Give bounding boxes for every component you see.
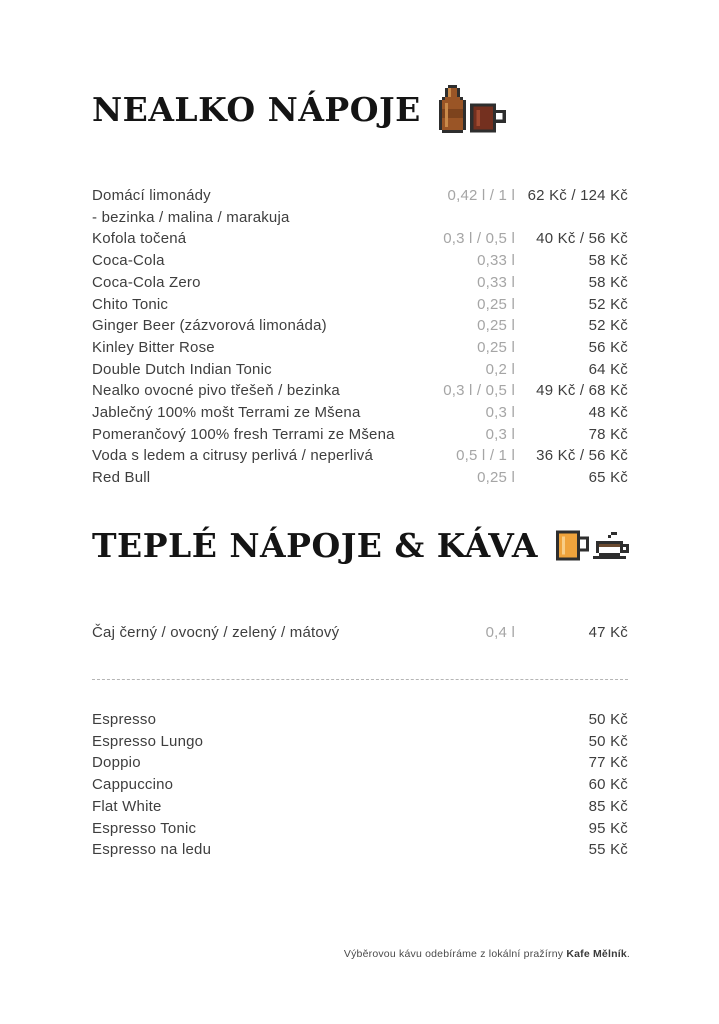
menu-item-row — [92, 228, 628, 250]
item-price: 50 Kč — [588, 732, 628, 750]
item-name — [92, 228, 415, 250]
section-nealko-title-text: NEALKO NÁPOJE — [92, 89, 421, 129]
item-name-text: Kofola točená — [92, 230, 187, 248]
item-name — [92, 402, 415, 424]
item-name-text: Coca-Cola — [92, 252, 165, 270]
menu-item-row — [92, 622, 628, 644]
item-name — [92, 445, 415, 467]
item-price: 95 Kč — [588, 819, 628, 837]
item-price: 58 Kč — [588, 273, 628, 291]
footer-text: Výběrovou kávu odebíráme z lokální pražírny — [343, 948, 564, 960]
espresso-cup-icon — [593, 532, 632, 562]
item-name — [92, 709, 515, 731]
item-name-text: Doppio — [92, 754, 141, 772]
item-name — [92, 839, 515, 861]
menu-item-row — [92, 467, 628, 489]
item-price: 58 Kč — [588, 252, 628, 270]
item-volume: 0,2 l — [485, 360, 515, 378]
menu-item-row — [92, 272, 628, 294]
item-name-text: Coca-Cola Zero — [92, 273, 201, 291]
menu-item-row — [92, 250, 628, 272]
tea-menu-list — [92, 622, 628, 644]
menu-item-row — [92, 796, 628, 818]
item-volume: 0,3 l / 0,5 l — [443, 382, 515, 400]
nealko-title-icons — [439, 85, 506, 133]
coffee-mug-icon — [556, 529, 589, 562]
menu-item-row — [92, 445, 628, 467]
item-name-text: Espresso Lungo — [92, 732, 204, 750]
footer-period: . — [626, 948, 630, 960]
item-price: 85 Kč — [588, 797, 628, 815]
item-price: 55 Kč — [588, 841, 628, 859]
item-price: 78 Kč — [588, 425, 628, 443]
menu-item-row — [92, 818, 628, 840]
item-name-text: Voda s ledem a citrusy perlivá / neperlivá — [92, 447, 374, 465]
coffee-menu-list — [92, 709, 628, 861]
item-price: 49 Kč / 68 Kč — [536, 382, 628, 400]
item-name — [92, 622, 415, 644]
item-name — [92, 818, 515, 840]
item-name — [92, 774, 515, 796]
section-teple-title-text: TEPLÉ NÁPOJE & KÁVA — [92, 526, 538, 565]
menu-item-row — [92, 380, 628, 402]
item-name-text: Espresso Tonic — [92, 819, 197, 837]
beer-mug-icon — [470, 103, 506, 133]
section-teple-title — [92, 526, 632, 565]
item-price: 60 Kč — [588, 776, 628, 794]
item-name — [92, 467, 415, 489]
item-volume: 0,25 l — [477, 317, 515, 335]
item-volume: 0,3 l — [485, 404, 515, 422]
menu-item-row — [92, 774, 628, 796]
item-price: 47 Kč — [588, 624, 628, 641]
item-volume: 0,33 l — [477, 273, 515, 291]
item-name — [92, 272, 415, 294]
item-name — [92, 294, 415, 316]
item-name — [92, 359, 415, 381]
section-divider — [92, 679, 628, 680]
footer-note — [344, 948, 630, 960]
item-volume: 0,42 l / 1 l — [447, 187, 515, 204]
item-name-text: Domácí limonády — [92, 187, 211, 204]
item-name — [92, 424, 415, 446]
section-nealko-title — [92, 85, 506, 133]
menu-item-row — [92, 337, 628, 359]
item-name-text: Jablečný 100% mošt Terrami ze Mšena — [92, 404, 361, 422]
item-name — [92, 731, 515, 753]
item-name — [92, 337, 415, 359]
teple-title-icons — [556, 529, 632, 562]
beer-bottle-icon — [439, 85, 466, 133]
footer-brand: Kafe Mělník — [566, 948, 627, 960]
item-price: 77 Kč — [588, 754, 628, 772]
menu-item-row — [92, 709, 628, 731]
item-price: 40 Kč / 56 Kč — [536, 230, 628, 248]
item-volume: 0,5 l / 1 l — [456, 447, 515, 465]
item-name-text: Cappuccino — [92, 776, 174, 794]
item-price: 50 Kč — [588, 711, 628, 728]
item-price: 65 Kč — [588, 469, 628, 487]
item-name-text: Chito Tonic — [92, 295, 169, 313]
item-name — [92, 185, 415, 228]
item-name-text: Pomerančový 100% fresh Terrami ze Mšena — [92, 425, 395, 443]
menu-item-row — [92, 424, 628, 446]
item-name — [92, 796, 515, 818]
nealko-menu-list — [92, 185, 628, 489]
menu-item-row — [92, 752, 628, 774]
item-price: 48 Kč — [588, 404, 628, 422]
item-price: 64 Kč — [588, 360, 628, 378]
item-price: 62 Kč / 124 Kč — [527, 187, 628, 204]
item-volume: 0,25 l — [477, 338, 515, 356]
item-volume: 0,33 l — [477, 252, 515, 270]
item-name — [92, 315, 415, 337]
item-name-text: Nealko ovocné pivo třešeň / bezinka — [92, 382, 340, 400]
item-name — [92, 752, 515, 774]
item-name — [92, 250, 415, 272]
menu-item-row — [92, 294, 628, 316]
item-volume: 0,3 l / 0,5 l — [443, 230, 515, 248]
item-name-text: Flat White — [92, 797, 162, 815]
item-name — [92, 380, 415, 402]
item-name-text: Espresso — [92, 711, 157, 728]
item-price: 52 Kč — [588, 295, 628, 313]
item-name-text: Espresso na ledu — [92, 841, 212, 859]
menu-item-row — [92, 185, 628, 228]
item-volume: 0,25 l — [477, 469, 515, 487]
item-name-text: Kinley Bitter Rose — [92, 338, 215, 356]
item-volume: 0,25 l — [477, 295, 515, 313]
item-name-subtext: - bezinka / malina / marakuja — [92, 208, 290, 226]
menu-item-row — [92, 315, 628, 337]
item-name-text: Double Dutch Indian Tonic — [92, 360, 272, 378]
item-price: 56 Kč — [588, 338, 628, 356]
item-volume: 0,4 l — [485, 624, 515, 641]
item-price: 36 Kč / 56 Kč — [536, 447, 628, 465]
item-volume: 0,3 l — [485, 425, 515, 443]
menu-item-row — [92, 731, 628, 753]
menu-item-row — [92, 839, 628, 861]
item-price: 52 Kč — [588, 317, 628, 335]
menu-item-row — [92, 402, 628, 424]
item-name-text: Red Bull — [92, 469, 151, 487]
item-name-text: Čaj černý / ovocný / zelený / mátový — [92, 624, 340, 641]
item-name-text: Ginger Beer (zázvorová limonáda) — [92, 317, 327, 335]
menu-item-row — [92, 359, 628, 381]
